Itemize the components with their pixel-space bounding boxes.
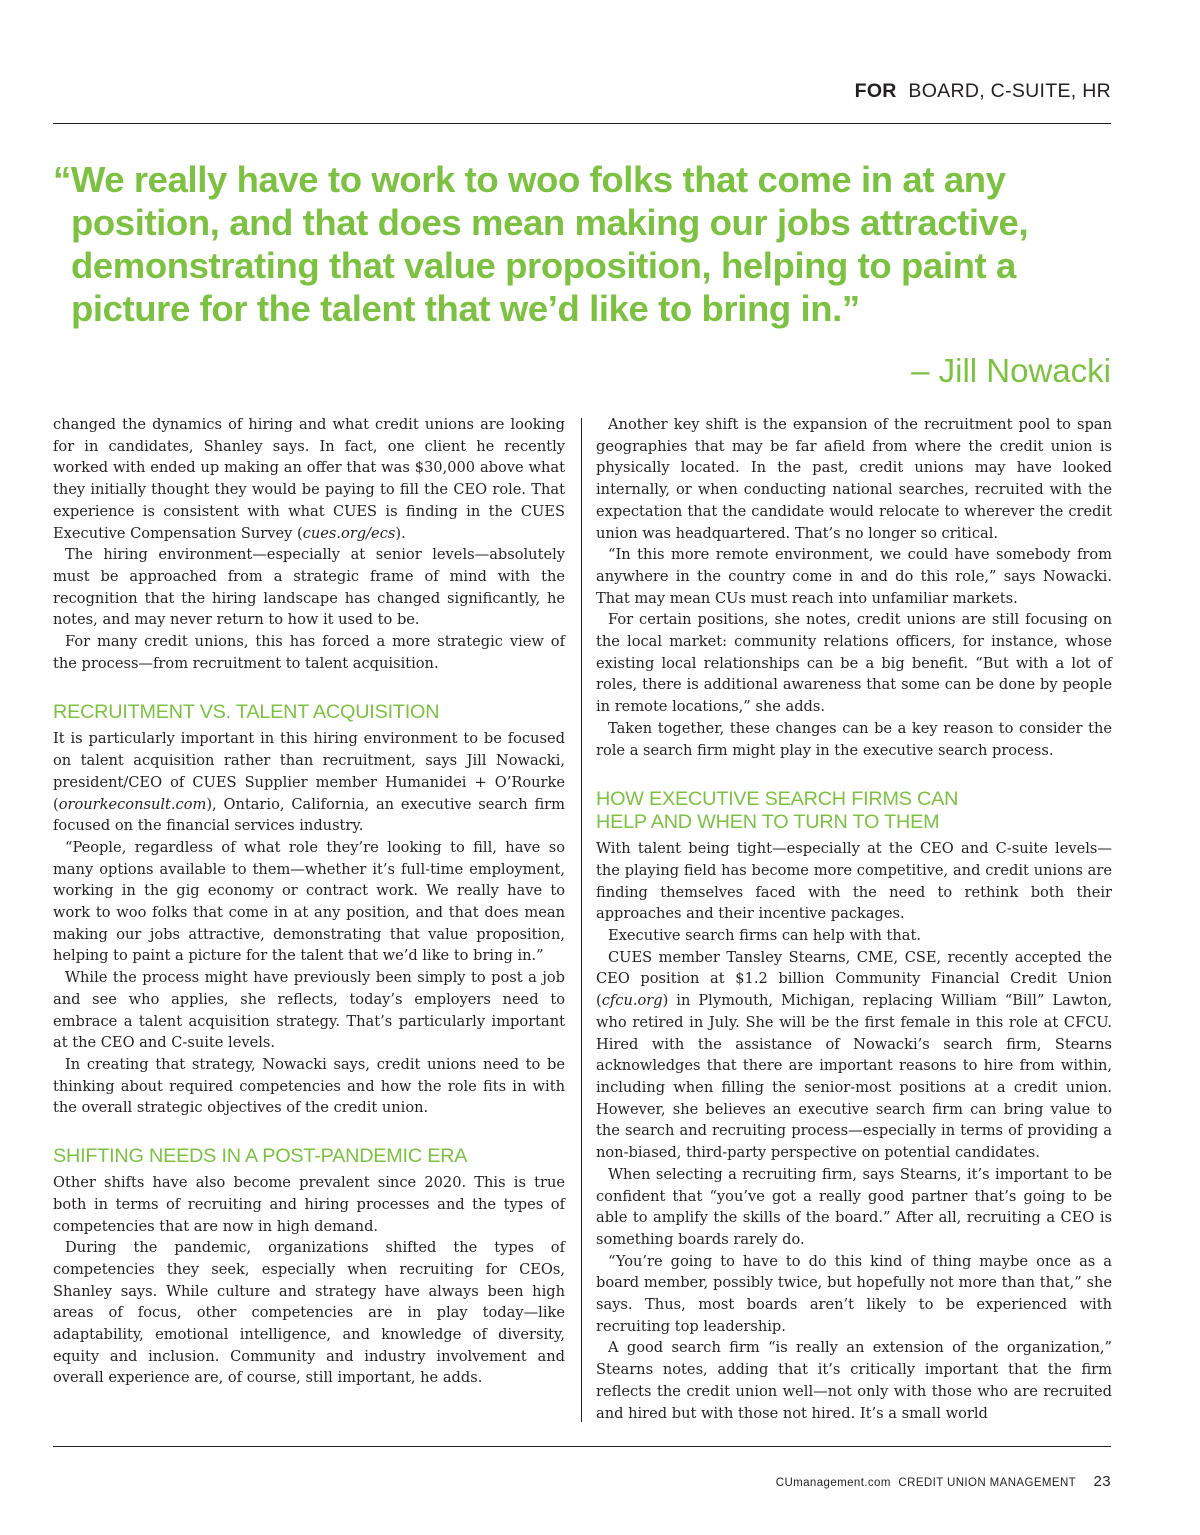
paragraph: “People, regardless of what role they’re looking to fill, have so many options available to them—whether it’s full-time employment, working in the gig economy or contract work. We really have to work to woo folks that come in at any position, and that does mean making our jobs attractive, demonstrating that value proposition, helping to paint a picture for the talent that we’d like to bring in.”	[53, 838, 565, 965]
paragraph: With talent being tight—especially at the CEO and C-suite levels—the playing field has become more competitive, and credit unions are finding themselves faced with the need to rethink both their approaches and their incentive packages.	[596, 840, 1112, 923]
section-label	[855, 80, 1111, 103]
footer-publication: CREDIT UNION MANAGEMENT	[898, 1477, 1076, 1489]
paragraph: “In this more remote environment, we could have somebody from anywhere in the country come in and do this role,” says Nowacki. That may mean CUs must reach into unfamiliar markets.	[596, 546, 1112, 607]
paragraph: For many credit unions, this has forced a more strategic view of the process—from recruitment to talent acquisition.	[53, 633, 565, 672]
paragraph: When selecting a recruiting firm, says Stearns, it’s important to be confident that “you’ve got a really good partner that’s going to be able to amplify the skills of the board.” After all, recruiting a CEO is something boards rarely do.	[596, 1165, 1112, 1248]
pull-quote-attribution: – Jill Nowacki	[911, 352, 1111, 389]
paragraph: In creating that strategy, Nowacki says, credit unions need to be thinking about required competencies and how the role fits in with the overall strategic objectives of the credit union.	[53, 1055, 565, 1117]
paragraph: It is particularly important in this hiring environment to be focused on talent acquisition rather than recruitment, says Jill Nowacki, president/CEO of CUES Supplier member Humanidei + O’Rourke (orourkeconsult.com), Ontario, California, an executive search firm focused on the financial services industry.	[53, 730, 565, 835]
paragraph: Other shifts have also become prevalent since 2020. This is true both in terms of recruiting and hiring processes and the types of competencies that are now in high demand.	[53, 1174, 565, 1235]
section-heading: RECRUITMENT VS. TALENT ACQUISITION	[53, 701, 440, 724]
audience-label: BOARD, C-SUITE, HR	[908, 80, 1111, 102]
paragraph: A good search firm “is really an extension of the organization,” Stearns notes, adding that it’s critically important that the firm reflects the credit union well—not only with those who are recruited and hired but with those not hired. It’s a small world	[596, 1339, 1112, 1422]
column-divider	[581, 418, 582, 1422]
link-text[interactable]: cues.org/ecs	[302, 524, 396, 542]
page-number: 23	[1093, 1473, 1111, 1490]
link-text[interactable]: orourkeconsult.com	[58, 795, 207, 813]
paragraph: Another key shift is the expansion of the recruitment pool to span geographies that may be far afield from where the credit union is physically located. In the past, credit unions may have looked internally, or when conducting national searches, recruited with the expectation that the candidate would relocate to wherever the credit union was headquartered. That’s no longer so critical.	[596, 416, 1112, 542]
section-heading: SHIFTING NEEDS IN A POST-PANDEMIC ERA	[53, 1145, 468, 1168]
pull-quote: “We really have to work to woo folks that come in at any position, and that does mean making our jobs attractive, demonstrating that value proposition, helping to paint a picture for the talent that we’d like to bring in.”	[53, 159, 1029, 329]
footer-site[interactable]: CUmanagement.com	[775, 1477, 891, 1489]
bottom-divider	[53, 1446, 1111, 1447]
page-footer	[776, 1473, 1111, 1490]
left-column	[53, 414, 565, 1389]
paragraph: CUES member Tansley Stearns, CME, CSE, recently accepted the CEO position at $1.2 billion Community Financial Credit Union (cfcu.org) in Plymouth, Michigan, replacing William “Bill” Lawton, who retired in July. She will be the first female in this role at CFCU. Hired with the assistance of Nowacki’s search firm, Stearns acknowledges that there are important reasons to hire from within, including when filling the senior-most positions at a credit union. However, she believes an executive search firm can bring value to the search and recruiting process—especially in terms of providing a non-biased, third-party perspective on potential candidates.	[596, 948, 1112, 1162]
paragraph: Executive search firms can help with that.	[608, 927, 921, 945]
paragraph: While the process might have previously been simply to post a job and see who applies, she reflects, today’s employers need to embrace a talent acquisition strategy. That’s particularly important at the CEO and C-suite levels.	[53, 969, 565, 1052]
top-divider	[53, 123, 1111, 124]
link-text[interactable]: cfcu.org	[601, 992, 663, 1010]
paragraph: “You’re going to have to do this kind of thing maybe once as a board member, possibly twice, but hopefully not more than that,” she says. Thus, most boards aren’t likely to be experienced with recruiting top leadership.	[596, 1252, 1112, 1335]
right-column	[596, 414, 1112, 1424]
paragraph: During the pandemic, organizations shifted the types of competencies they seek, especially when recruiting for CEOs, Shanley says. While culture and strategy have always been high areas of focus, other competencies are in play today—like adaptability, emotional intelligence, and knowledge of diversity, equity and inclusion. Community and industry involvement and overall experience are, of course, still important, he adds.	[53, 1239, 565, 1387]
paragraph: For certain positions, she notes, credit unions are still focusing on the local market: community relations officers, for instance, whose existing local relationships can be a big benefit. “But with a lot of roles, there is additional awareness that some can be done by people in remote locations,” she adds.	[596, 611, 1112, 716]
paragraph: changed the dynamics of hiring and what credit unions are looking for in candidates, Shanley says. In fact, one client he recently worked with ended up making an offer that was $30,000 above what they initially thought they would be paying to fill the CEO role. That experience is consistent with what CUES is finding in the CUES Executive Compensation Survey (cues.org/ecs).	[53, 416, 565, 542]
paragraph: The hiring environment—especially at senior levels—absolutely must be approached from a strategic frame of mind with the recognition that the hiring landscape has changed significantly, he notes, and may never return to how it used to be.	[53, 546, 565, 629]
paragraph: Taken together, these changes can be a key reason to consider the role a search firm might play in the executive search process.	[596, 719, 1112, 759]
for-label: FOR	[854, 80, 897, 102]
section-heading: HOW EXECUTIVE SEARCH FIRMS CAN HELP AND WHEN TO TURN TO THEM	[596, 788, 959, 834]
